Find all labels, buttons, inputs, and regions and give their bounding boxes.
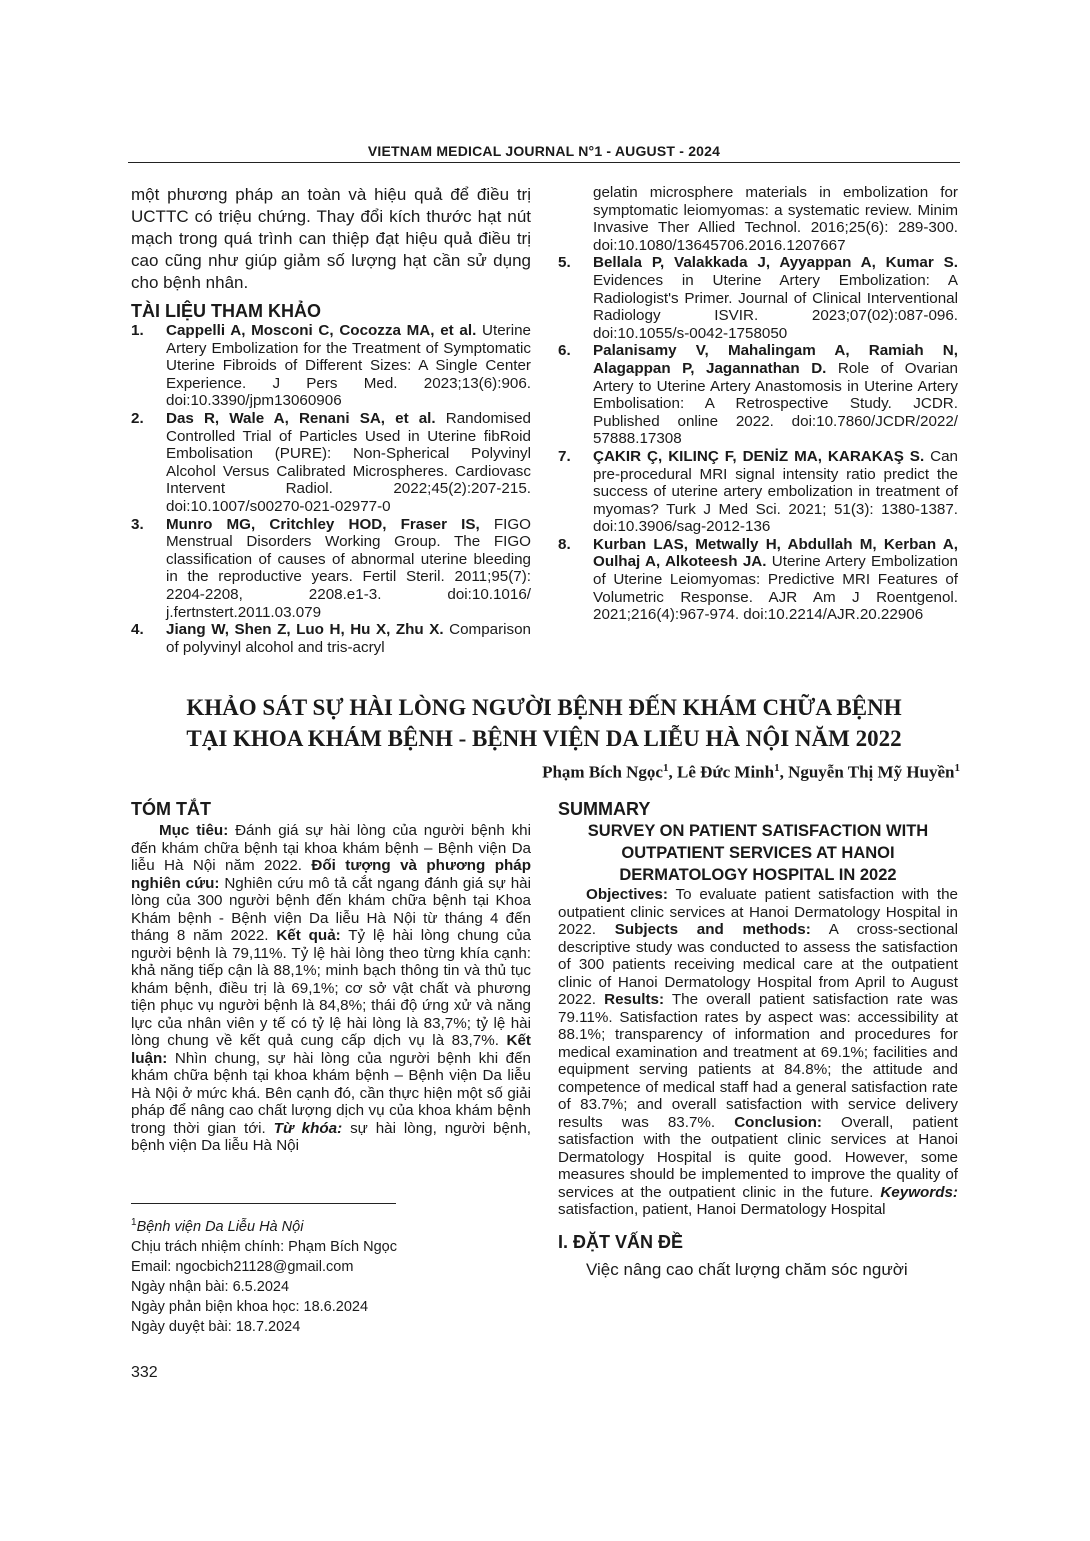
- journal-header: VIETNAM MEDICAL JOURNAL N°1 - AUGUST - 2024: [367, 143, 721, 159]
- label-conclusion-en: Conclusion:: [734, 1113, 822, 1131]
- affil-mark-2: 1: [774, 762, 780, 774]
- reference-number: 8.: [558, 535, 571, 553]
- text-keywords-en: satisfaction, patient, Hanoi Dermatology Hospital: [558, 1201, 886, 1218]
- footnote-responsible: Chịu trách nhiệm chính: Phạm Bích Ngọc: [131, 1238, 397, 1255]
- text-results-vi: Tỷ lệ hài lòng chung của người bệnh là 79,11%. Tỷ lệ hài lòng theo từng khía cạnh: khả năng tiếp cận là 88,1%; minh bạch thông tin và thủ tục khám bệnh, điều trị là 69,1%; cơ sở vật chất và phương tiện phục vụ người bệnh là 84,8%; thái độ ứng xử và năng lực của nhân viên y tế có tỷ lệ hài lòng là 83,7%; tỷ lệ hài lòng chung về kết quả cung cấp dịch vụ là 83,7%.: [131, 927, 531, 1049]
- references-heading: TÀI LIỆU THAM KHẢO: [131, 301, 321, 321]
- references-left: [131, 300, 531, 656]
- label-methods-en: Subjects and methods:: [614, 921, 811, 938]
- author-2: Lê Đức Minh: [676, 762, 775, 782]
- reference-authors: Kurban LAS, Metwally H, Abdullah M, Kerban A, Oulhaj A, Alkoteesh JA.: [593, 535, 958, 571]
- reference-authors: Jiang W, Shen Z, Luo H, Hu X, Zhu X.: [166, 621, 444, 639]
- article-title-line1: KHẢO SÁT SỰ HÀI LÒNG NGƯỜI BỆNH ĐẾN KHÁM CHỮA BỆNH: [186, 695, 902, 720]
- reference-item: [131, 516, 531, 622]
- header-rule: [128, 162, 960, 163]
- text-keywords-vi: sự hài lòng, người bệnh, bệnh viện Da liễu Hà Nội: [131, 1119, 531, 1154]
- abstract-en-title-line1: SURVEY ON PATIENT SATISFACTION WITH: [587, 822, 929, 840]
- reference-item: [131, 322, 531, 410]
- label-objective-vi: Mục tiêu:: [159, 822, 229, 839]
- author-list: Phạm Bích Ngọc$^1$, Lê Đức Minh$^1$, Nguyễn Thị Mỹ Huyền$^1$: [542, 762, 960, 782]
- abstract-en-title: [558, 820, 958, 886]
- abstract-en-title-line2: OUTPATIENT SERVICES AT HANOI: [621, 844, 895, 862]
- reference-authors: Bellala P, Valakkada J, Ayyappan A, Kumar S.: [593, 254, 958, 272]
- footnote-affiliation-text: Bệnh viện Da Liễu Hà Nội: [136, 1218, 304, 1235]
- reference-number: 5.: [558, 254, 571, 272]
- reference-authors: Munro MG, Critchley HOD, Fraser IS,: [166, 515, 480, 533]
- text-methods-en: A cross-sectional descriptive study was conducted to assess the satisfaction of 300 patients receiving medical care at the outpatient clinic of Hanoi Dermatology Hospital from April to August 2022.: [558, 921, 958, 1008]
- reference-item: [131, 621, 531, 656]
- abstract-vi: [131, 798, 531, 1155]
- affil-mark-1: 1: [662, 762, 669, 774]
- footnote-accepted: Ngày duyệt bài: 18.7.2024: [131, 1318, 301, 1335]
- reference-authors: Das R, Wale A, Renani SA, et al.: [166, 409, 436, 427]
- abstract-en-heading: SUMMARY: [558, 799, 651, 819]
- label-results-vi: Kết quả:: [276, 927, 341, 944]
- references-list-right: [558, 254, 958, 623]
- footnote-rule: [131, 1203, 396, 1204]
- reference-item: [558, 536, 958, 624]
- abstract-vi-body: [131, 822, 531, 1155]
- reference-authors: Cappelli A, Mosconi C, Cocozza MA, et al.: [166, 322, 477, 339]
- references-right: [558, 184, 958, 624]
- abstract-en-body: [558, 886, 958, 1219]
- text-methods-vi: Nghiên cứu mô tả cắt ngang đánh giá sự hài lòng của 300 người bệnh đến khám chữa bệnh tại Khoa Khám bệnh - Bệnh viện Da liễu Hà Nội từ tháng 4 đến tháng 8 năm 2022.: [131, 874, 531, 944]
- reference-number: 1.: [131, 322, 144, 339]
- abstract-en: [558, 798, 958, 1281]
- author-1: Phạm Bích Ngọc: [542, 762, 663, 782]
- reference-number: 3.: [131, 515, 144, 533]
- reference-text: Evidences in Uterine Artery Embolization: A Radiologist's Primer. Journal of Clinical Interventional Radiology ISVIR. 2023;07(02):087-096. doi:10.1055/s-0042-1758050: [593, 271, 958, 342]
- footnote-affil-mark: 1: [131, 1217, 137, 1228]
- reference-authors: Palanisamy V, Mahalingam A, Ramiah N, Alagappan P, Jagannathan D.: [593, 342, 958, 377]
- intro-paragraph: một phương pháp an toàn và hiệu quả để điều trị UCTTC có triệu chứng. Thay đổi kích thước hạt nút mạch trong quá trình can thiệp đạt hiệu quả điều trị cao cũng như giúp giảm số lượng hạt cần sử dụng cho bệnh nhân.: [131, 185, 531, 292]
- reference-text: FIGO Menstrual Disorders Working Group. The FIGO classification of causes of abnormal uterine bleeding in the reproductive years. Fertil Steril. 2011;95(7): 2204-2208, 2208.e1-3. doi:10.1016/ j.fertnstert.2011.03.079: [166, 515, 531, 621]
- section1-text: Việc nâng cao chất lượng chăm sóc người: [586, 1259, 908, 1279]
- page-number: 332: [131, 1364, 158, 1381]
- footnote-reviewed: Ngày phản biện khoa học: 18.6.2024: [131, 1298, 369, 1315]
- footnote-email: Email: ngocbich21128@gmail.com: [131, 1258, 354, 1275]
- footnote-received: Ngày nhận bài: 6.5.2024: [131, 1278, 290, 1295]
- reference-text: Randomised Controlled Trial of Particles Used in Uterine fibRoid Embolisation (PURE): Non-Spherical Polyvinyl Alcohol Versus Calibrated Microspheres. Cardiovasc Intervent Radiol. 2022;45(2):207-215. doi:10.1007/s00270-021-02977-0: [166, 409, 531, 515]
- reference-item: [558, 448, 958, 536]
- label-conclusion-vi: Kết luận:: [131, 1032, 531, 1067]
- label-keywords-en: Keywords:: [880, 1183, 958, 1201]
- section1-heading: I. ĐẶT VẤN ĐỀ: [558, 1231, 684, 1252]
- abstract-vi-heading: TÓM TẮT: [131, 799, 211, 819]
- reference-authors: ÇAKIR Ç, KILINÇ F, DENİZ MA, KARAKAŞ S.: [593, 447, 925, 465]
- affil-mark-3: 1: [954, 762, 960, 774]
- references-list-left: [131, 322, 531, 656]
- reference-item: [558, 342, 958, 448]
- label-results-en: Results:: [604, 991, 665, 1008]
- label-methods-vi: Đối tượng và phương pháp nghiên cứu:: [131, 857, 531, 892]
- reference-number: 4.: [131, 621, 144, 639]
- reference-text: Uterine Artery Embolization of Uterine Leiomyomas: Predictive MRI Features of Volumetric Response. AJR Am J Roentgenol. 2021;216(4):967-974. doi:10.2214/AJR.20.22906: [593, 553, 958, 624]
- article-title-line2: TẠI KHOA KHÁM BỆNH - BỆNH VIỆN DA LIỄU HÀ NỘI NĂM 2022: [186, 726, 902, 751]
- reference-text: Uterine Artery Embolization for the Treatment of Symptomatic Uterine Fibroids of Different Sizes: A Single Center Experience. J Pers Med. 2023;13(6):906. doi:10.3390/jpm13060906: [166, 322, 531, 410]
- reference-number: 2.: [131, 409, 144, 427]
- reference-text: Can pre-procedural MRI signal intensity ratio predict the success of uterine artery embolization in treatment of myomas? Turk J Med Sci. 2021; 51(3): 1380-1387. doi:10.3906/sag-2012-136: [593, 447, 958, 536]
- label-keywords-vi: Từ khóa:: [273, 1119, 343, 1137]
- author-3: Nguyễn Thị Mỹ Huyền: [788, 762, 955, 782]
- footnote: [131, 1213, 531, 1337]
- reference-continuation: gelatin microsphere materials in embolization for symptomatic leiomyomas: a systematic review. Minim Invasive Ther Allied Technol. 2016;25(6): 289-300. doi:10.1080/13645706.2016.1207667: [593, 184, 958, 254]
- footnote-affiliation: [131, 1213, 531, 1237]
- text-objective-en: To evaluate patient satisfaction with the outpatient clinic services at Hanoi Dermatology Hospital in 2022.: [558, 886, 958, 938]
- text-conclusion-vi: Nhìn chung, sự hài lòng của người bệnh khi đến khám chữa bệnh tại khoa khám bệnh – Bệnh viện Da liễu Hà Nội ở mức khá. Bên cạnh đó, cần thực hiện một số giải pháp để nâng cao chất lượng dịch vụ của khoa khám bệnh trong thời gian tới.: [131, 1049, 531, 1137]
- abstract-en-title-line3: DERMATOLOGY HOSPITAL IN 2022: [619, 866, 897, 884]
- reference-text: Role of Ovarian Artery to Uterine Artery Anastomosis in Uterine Artery Embolisation: A Retrospective Study. JCDR. Published online 2022. doi:10.7860/JCDR/2022/ 57888.17308: [593, 359, 958, 448]
- text-conclusion-en: Overall, patient satisfaction with the outpatient clinic services at Hanoi Dermatology Hospital is quite good. However, some measures should be implemented to improve the quality of services at the outpatient clinic in the future.: [558, 1113, 958, 1201]
- text-results-en: The overall patient satisfaction rate was 79.11%. Satisfaction rates by aspect was: accessibility at 88.1%; transparency of information and procedures for medical examination and treatment at 69.1%; facilities and equipment serving patients at 84.8%; the attitude and competence of medical staff had a general satisfaction rate of 83.7%; and overall satisfaction with service delivery results was 83.7%.: [558, 991, 958, 1131]
- reference-number: 7.: [558, 447, 571, 465]
- article-title: [128, 692, 960, 754]
- label-objective-en: Objectives:: [586, 886, 668, 903]
- reference-item: [131, 410, 531, 516]
- reference-number: 6.: [558, 342, 571, 360]
- text-objective-vi: Đánh giá sự hài lòng của người bệnh khi đến khám chữa bệnh tại khoa khám bệnh – Bệnh viện Da liễu Hà Nội năm 2022.: [131, 822, 531, 874]
- reference-text: Comparison of polyvinyl alcohol and tris-acryl: [166, 621, 532, 656]
- reference-item: [558, 254, 958, 342]
